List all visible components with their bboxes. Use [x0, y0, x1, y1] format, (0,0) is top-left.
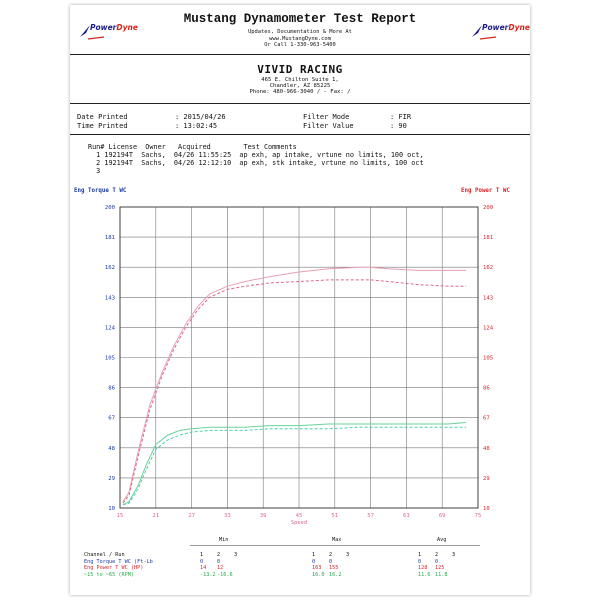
time-printed-value: : 13:02:45	[175, 122, 218, 130]
stats-row-label: Eng Power T WC (HP)	[84, 565, 144, 571]
y-tick-label-right: 181	[483, 235, 494, 242]
time-printed-label: Time Printed	[77, 122, 128, 130]
stats-cell: 1	[418, 552, 422, 558]
series-line-power_run2	[123, 427, 466, 505]
stats-cell: -16.6	[217, 571, 233, 578]
x-tick-label: 21	[152, 513, 160, 519]
series-line-torque_run2	[123, 280, 466, 503]
y-tick-label-left: 67	[108, 415, 115, 422]
stats-cell: 128	[418, 565, 428, 571]
filter-value-value: : 90	[390, 122, 407, 130]
divider	[190, 545, 480, 546]
stats-cell: 16.2	[329, 571, 342, 578]
stats-cell: 0	[435, 558, 439, 565]
stats-cell: 163	[312, 565, 322, 571]
y-tick-label-right: 67	[483, 415, 490, 422]
stats-cell: 155	[329, 565, 339, 571]
x-tick-label: 45	[295, 513, 303, 519]
series-line-torque_run1	[123, 267, 466, 502]
date-printed-label: Date Printed	[77, 113, 128, 121]
y-tick-label-right: 29	[483, 475, 490, 482]
y-tick-label-left: 143	[104, 295, 115, 302]
x-axis-label: Speed	[290, 520, 308, 526]
left-axis-label: Eng Torque T WC	[74, 188, 127, 194]
x-tick-label: 51	[331, 513, 339, 519]
report-subtitle-3: Or Call 1-330-963-5400	[264, 42, 336, 48]
y-tick-label-left: 86	[108, 385, 115, 392]
y-tick-label-right: 143	[483, 295, 494, 302]
y-tick-label-right: 162	[483, 265, 494, 272]
date-printed-value: : 2015/04/26	[175, 113, 226, 121]
x-tick-label: 39	[259, 513, 267, 519]
report-subtitle-2: www.MustangDyne.com	[269, 35, 331, 42]
filter-mode-value: : FIR	[390, 113, 412, 121]
x-tick-label: 57	[367, 513, 374, 519]
run-row-2: 2 192194T Sachs, 04/26 12:12:10 ap exh, stk intake, vrtune no limits, 100 oct	[88, 159, 424, 167]
y-tick-label-right: 48	[483, 445, 490, 452]
stats-cell: 125	[435, 565, 445, 571]
runs-header: Run# License Owner Acquired Test Comments	[88, 143, 297, 151]
stats-row-label: Eng Torque T WC (Ft-Lb	[84, 558, 153, 565]
company-phone: Phone: 480-966-3040 / - Fax: /	[249, 89, 351, 95]
filter-mode-label: Filter Mode	[303, 113, 350, 121]
company-name: VIVID RACING	[257, 63, 343, 76]
y-tick-label-left: 105	[104, 355, 115, 362]
stats-cell: 0	[312, 558, 316, 565]
dyno-chart	[70, 195, 530, 535]
x-tick-label: 15	[116, 513, 124, 519]
report-subtitle-1: Updates, Documentation & More At	[248, 29, 352, 35]
y-tick-label-left: 10	[108, 506, 115, 512]
y-tick-label-right: 105	[483, 355, 494, 362]
stats-group-label: Min	[219, 537, 229, 543]
stats-cell: 3	[234, 552, 238, 558]
series-line-power_run1	[123, 423, 466, 505]
report-title: Mustang Dynamometer Test Report	[183, 12, 417, 26]
company-address-2: Chandler, AZ 85225	[269, 83, 331, 89]
stats-cell: 11.6	[418, 571, 431, 578]
stats-cell: 16.0	[312, 571, 325, 578]
run-row-3: 3	[88, 167, 101, 175]
x-tick-label: 75	[474, 513, 482, 519]
run-row-1: 1 192194T Sachs, 04/26 11:55:25 ap exh, ap intake, vrtune no limits, 100 oct,	[88, 151, 424, 159]
stats-cell: 1	[200, 552, 204, 558]
x-tick-label: 69	[438, 513, 446, 519]
right-axis-label: Eng Power T WC	[461, 188, 510, 194]
y-tick-label-left: 124	[104, 325, 115, 332]
stats-cell: 3	[346, 552, 350, 558]
dyno-report-page	[70, 5, 530, 595]
stats-cell: 0	[200, 558, 204, 565]
divider	[70, 103, 530, 104]
stats-cell: 11.8	[435, 571, 448, 578]
y-tick-label-left: 181	[104, 235, 115, 242]
stats-cell: 14	[200, 565, 207, 571]
stats-cell: 0	[329, 558, 333, 565]
y-tick-label-right: 10	[483, 506, 490, 512]
stats-cell: 3	[452, 552, 456, 558]
y-tick-label-right: 200	[483, 205, 494, 211]
stats-cell: 0	[217, 558, 221, 565]
y-tick-label-right: 124	[483, 325, 494, 332]
stats-cell: -13.2	[200, 571, 216, 578]
divider	[70, 54, 530, 55]
y-tick-label-left: 200	[104, 205, 115, 211]
y-tick-label-left: 48	[108, 445, 115, 452]
y-tick-label-left: 29	[108, 475, 115, 482]
stats-cell: 1	[312, 552, 316, 558]
stats-cell: 12	[217, 565, 224, 571]
stats-group-label: Avg	[437, 537, 447, 543]
powerdyne-logo-right: PowerDyne	[468, 19, 524, 43]
divider	[70, 134, 530, 135]
x-tick-label: 63	[403, 513, 410, 519]
stats-row-label: ~15 to ~65 (RPM)	[84, 571, 134, 578]
stats-cell: 0	[418, 558, 422, 565]
stats-cell: 2	[329, 552, 333, 558]
x-tick-label: 33	[224, 513, 231, 519]
x-tick-label: 27	[188, 513, 195, 519]
stats-row-label: Channel / Run	[84, 552, 125, 558]
y-tick-label-left: 162	[104, 265, 115, 272]
powerdyne-logo-left: PowerDyne	[76, 19, 132, 43]
company-address-1: 465 E. Chilton Suite 1,	[261, 77, 339, 83]
filter-value-label: Filter Value	[303, 122, 354, 130]
stats-cell: 2	[435, 552, 439, 558]
stats-cell: 2	[217, 552, 221, 558]
stats-group-label: Max	[332, 537, 342, 543]
y-tick-label-right: 86	[483, 385, 490, 392]
